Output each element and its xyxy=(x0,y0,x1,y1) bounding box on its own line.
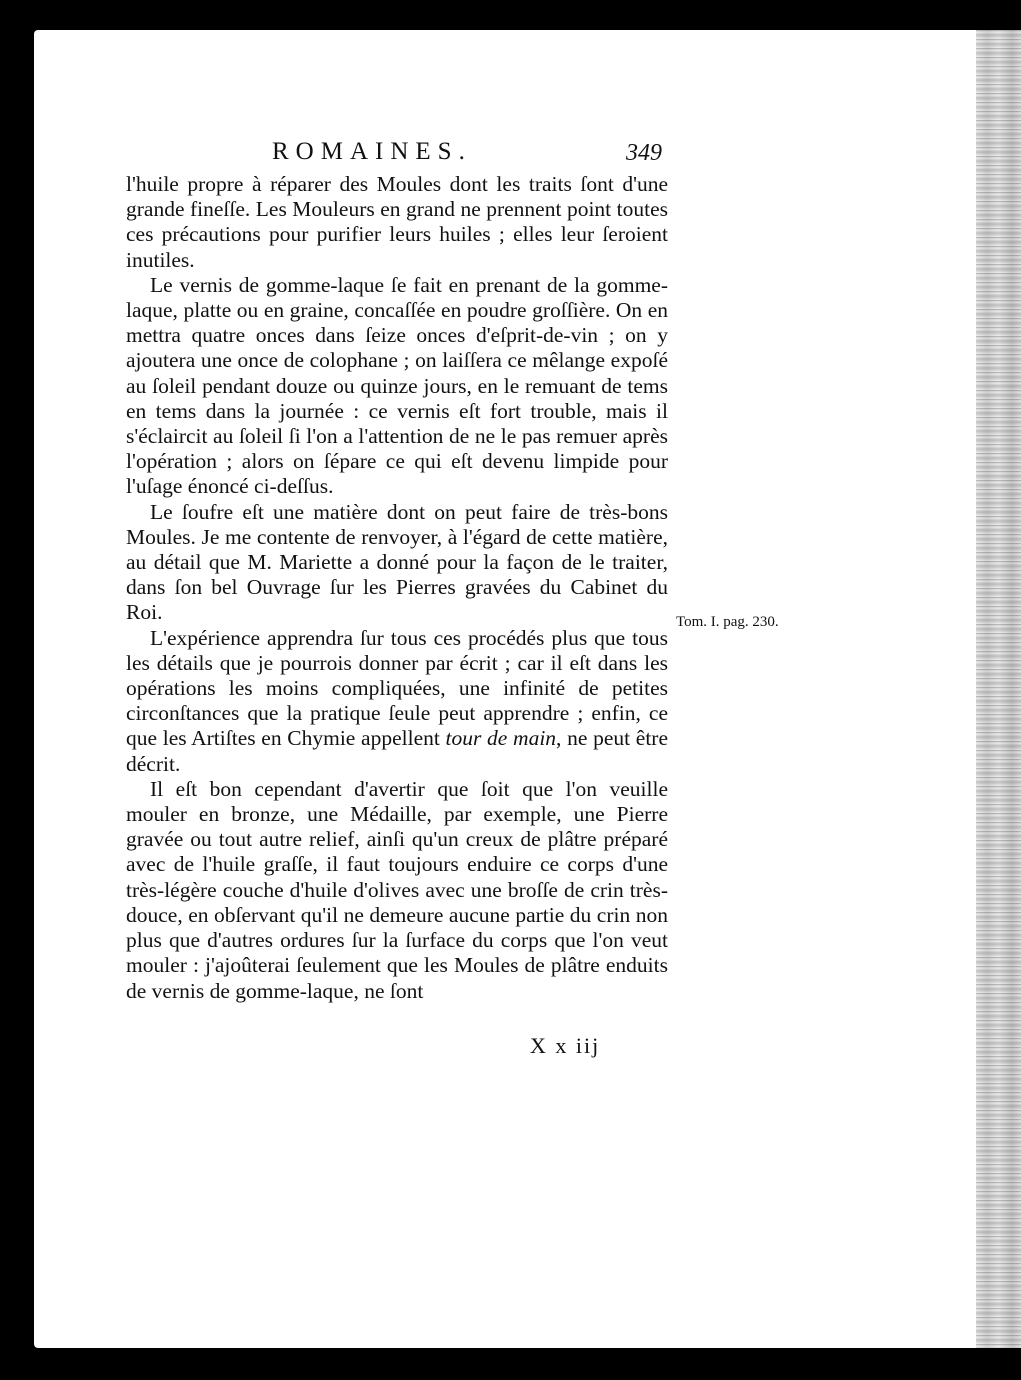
running-header xyxy=(126,138,668,172)
paragraph-4 xyxy=(126,626,668,777)
paragraph-2: Le vernis de gomme-laque ſe fait en prenant de la gomme-laque, platte ou en graine, concaſſée en poudre groſſière. On en mettra quatre onces dans ſeize onces d'eſprit-de-vin ; on y ajoutera une once de colophane ; on laiſſera ce mêlange expoſé au ſoleil pendant douze ou quinze jours, en le remuant de tems en tems dans la journée : ce vernis eſt fort trouble, mais il s'éclaircit au ſoleil ſi l'on a l'attention de ne le pas remuer après l'opération ; alors on ſépare ce qui eſt devenu limpide pour l'uſage énoncé ci-deſſus. xyxy=(126,272,668,499)
paragraph-4-text-a: L'expérience apprendra ſur tous ces procédés plus que tous les détails que je pourrois donner par écrit ; car il eſt dans les opérations les moins compliquées, une infinité de petites circonſtances que la pratique ſeule peut apprendre ; enfin, ce que les Artiſtes en Chymie appellent xyxy=(126,625,668,751)
paragraph-3: Le ſoufre eſt une matière dont on peut faire de très-bons Moules. Je me contente de renvoyer, à l'égard de cette matière, au détail que M. Mariette a donné pour la façon de le traiter, dans ſon bel Ouvrage ſur les Pierres gravées du Cabinet du Roi. xyxy=(126,499,668,625)
paragraph-4-text-b: , ne peut être décrit. xyxy=(126,726,669,776)
page-edge-shadow xyxy=(976,30,1021,1348)
paragraph-5: Il eſt bon cependant d'avertir que ſoit que l'on veuille mouler en bronze, une Médaille, par exemple, une Pierre gravée ou tout autre relief, ainſi qu'un creux de plâtre préparé avec de l'huile graſſe, il faut toujours enduire ce corps d'une très-légère couche d'huile d'olives avec une broſſe de crin très-douce, en obſervant qu'il ne demeure aucune partie du crin non plus que d'autres ordures ſur la ſurface du corps que l'on veut mouler : j'ajoûterai ſeulement que les Moules de plâtre enduits de vernis de gomme-laque, ne ſont xyxy=(126,776,668,1003)
running-title: ROMAINES. xyxy=(272,138,472,165)
paragraph-4-italic: tour de main xyxy=(445,726,557,751)
paragraph-1: l'huile propre à réparer des Moules dont les traits ſont d'une grande fineſſe. Les Mouleurs en grand ne prennent point toutes ces précautions pour purifier leurs huiles ; elles leur ſeroient inutiles. xyxy=(126,172,668,272)
margin-note: Tom. I. pag. 230. xyxy=(676,614,779,630)
signature-mark: X x iij xyxy=(530,1033,601,1058)
page-number: 349 xyxy=(626,140,662,166)
body-text xyxy=(126,172,668,1004)
